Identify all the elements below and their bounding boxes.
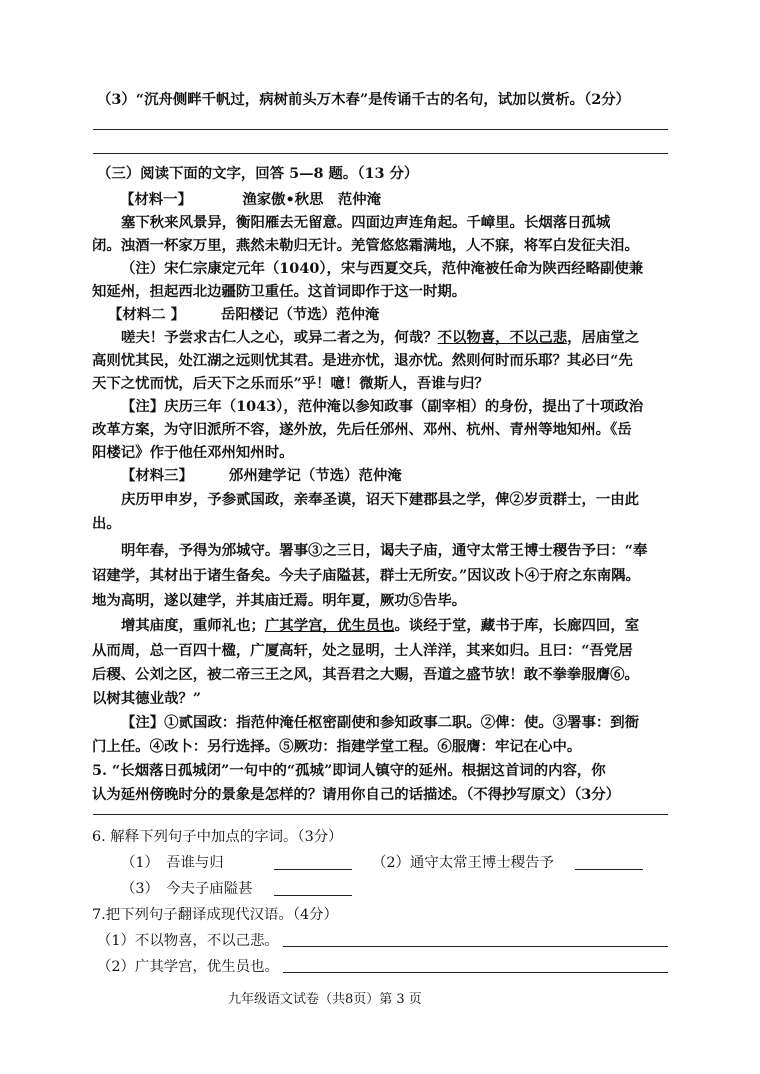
question-5: 5. “长烟落日孤城闭”一句中的“孤城”即词人镇守的延州。根据这首词的内容，你 — [92, 762, 606, 779]
question-7-item-2: （2）广其学宫，优生员也。 — [97, 959, 279, 975]
question-6-item-3: （3） 今夫子庙隘甚 — [121, 881, 253, 897]
question-6: 6. 解释下列句子中加点的字词。（3分） — [92, 829, 343, 845]
question-6-item-1: （1） 吾谁与归 — [121, 855, 224, 871]
question-6-item-2: （2）通守太常王博士稷告予 — [372, 855, 554, 871]
answer-blank[interactable] — [274, 895, 352, 896]
answer-blank[interactable] — [274, 869, 352, 870]
note-line: 知延州，担起西北边疆防卫重任。这首词即作于这一时期。 — [92, 283, 467, 300]
material-2-heading: 【材料二 】 岳阳楼记（节选）范仲淹 — [108, 306, 380, 323]
paragraph-line: 以树其德业哉？” — [92, 690, 202, 707]
answer-line[interactable] — [93, 814, 668, 815]
underlined-sentence: 广其学宫，优生员也 — [264, 617, 395, 634]
paragraph-line: 出。 — [92, 515, 121, 532]
paragraph-line: 高则忧其民，处江湖之远则忧其君。是进亦忧，退亦忧。然则何时而乐耶？其必曰“先 — [92, 352, 633, 369]
underlined-sentence: 不以物喜，不以己悲 — [437, 329, 568, 346]
paragraph-line: 庆历甲申岁，予参贰国政，亲奉圣谟，诏天下建郡县之学，俾②岁贡群士，一由此 — [121, 491, 640, 508]
paragraph-line: 嗟夫！予尝求古仁人之心，或异二者之为，何哉？不以物喜，不以己悲，居庙堂之 — [121, 329, 640, 346]
material-3-heading: 【材料三】 邠州建学记（节选）范仲淹 — [121, 467, 402, 484]
question-7: 7.把下列句子翻译成现代汉语。（4分） — [92, 907, 338, 923]
note-line: （注）宋仁宗康定元年（1040），宋与西夏交兵，范仲淹被任命为陕西经略副使兼 — [121, 260, 644, 277]
question-5-cont: 认为延州傍晚时分的景象是怎样的？请用你自己的话描述。（不得抄写原文）（3分） — [92, 786, 621, 803]
note-line: 门上任。④改卜：另行选择。⑤厥功：指建学堂工程。⑥服膺：牢记在心中。 — [92, 738, 582, 755]
paragraph-line: 增其庙度，重师礼也；广其学宫，优生员也。谈经于堂，藏书于库，长廊四回，室 — [121, 617, 640, 634]
question-3: （3）“沉舟侧畔千帆过，病树前头万木春”是传诵千古的名句，试加以赏析。（2分） — [97, 91, 631, 108]
paragraph-line: 后稷、公刘之区，被二帝三王之风，其吾君之大赐，吾道之盛节欤！敢不拳拳服膺⑥。 — [92, 666, 639, 683]
paragraph-line: 闭。浊酒一杯家万里，燕然未勒归无计。羌管悠悠霜满地，人不寐，将军白发征夫泪。 — [92, 237, 639, 254]
note-line: 改革方案，为守旧派所不容，遂外放，先后任邠州、邓州、杭州、青州等地知州。《岳 — [92, 421, 632, 438]
paragraph-line: 明年春，予得为邠城守。署事③之三日，谒夫子庙，通守太常王博士稷告予曰：“奉 — [121, 542, 648, 559]
paragraph-line: 从而周，总一百四十楹，广厦高轩，处之显明，士人洋洋，其来如归。且曰：“吾党居 — [92, 642, 633, 659]
note-line: 【注】①贰国政：指范仲淹任枢密副使和参知政事二职。②俾：使。③署事：到衙 — [121, 714, 640, 731]
answer-line[interactable] — [283, 972, 668, 973]
answer-line[interactable] — [283, 946, 668, 947]
paragraph-line: 诏建学，其材出于诸生备矣。今夫子庙隘甚，群士无所安。”因议改卜④于府之东南隅。 — [92, 567, 640, 584]
paragraph-line: 塞下秋来风景异，衡阳雁去无留意。四面边声连角起。千嶂里。长烟落日孤城 — [121, 214, 611, 231]
page-footer: 九年级语文试卷（共8页）第 3 页 — [228, 992, 422, 1007]
paragraph-line: 天下之忧而忧，后天下之乐而乐”乎！噫！微斯人，吾谁与归？ — [92, 375, 489, 392]
paragraph-line: 地为高明，遂以建学，并其庙迁焉。明年夏，厥功⑤告毕。 — [92, 592, 467, 609]
answer-line — [93, 129, 668, 130]
material-1-heading: 【材料一】 渔家傲•秋思 范仲淹 — [120, 191, 382, 208]
answer-blank[interactable] — [575, 869, 643, 870]
answer-line — [93, 153, 668, 154]
note-line: 阳楼记》作于他任邓州知州时。 — [92, 444, 294, 461]
note-line: 【注】庆历三年（1043），范仲淹以参知政事（副宰相）的身份，提出了十项政治 — [121, 398, 644, 415]
question-7-item-1: （1）不以物喜，不以己悲。 — [97, 933, 279, 949]
section-3-heading: （三）阅读下面的文字，回答 5—8 题。（13 分） — [97, 165, 419, 182]
